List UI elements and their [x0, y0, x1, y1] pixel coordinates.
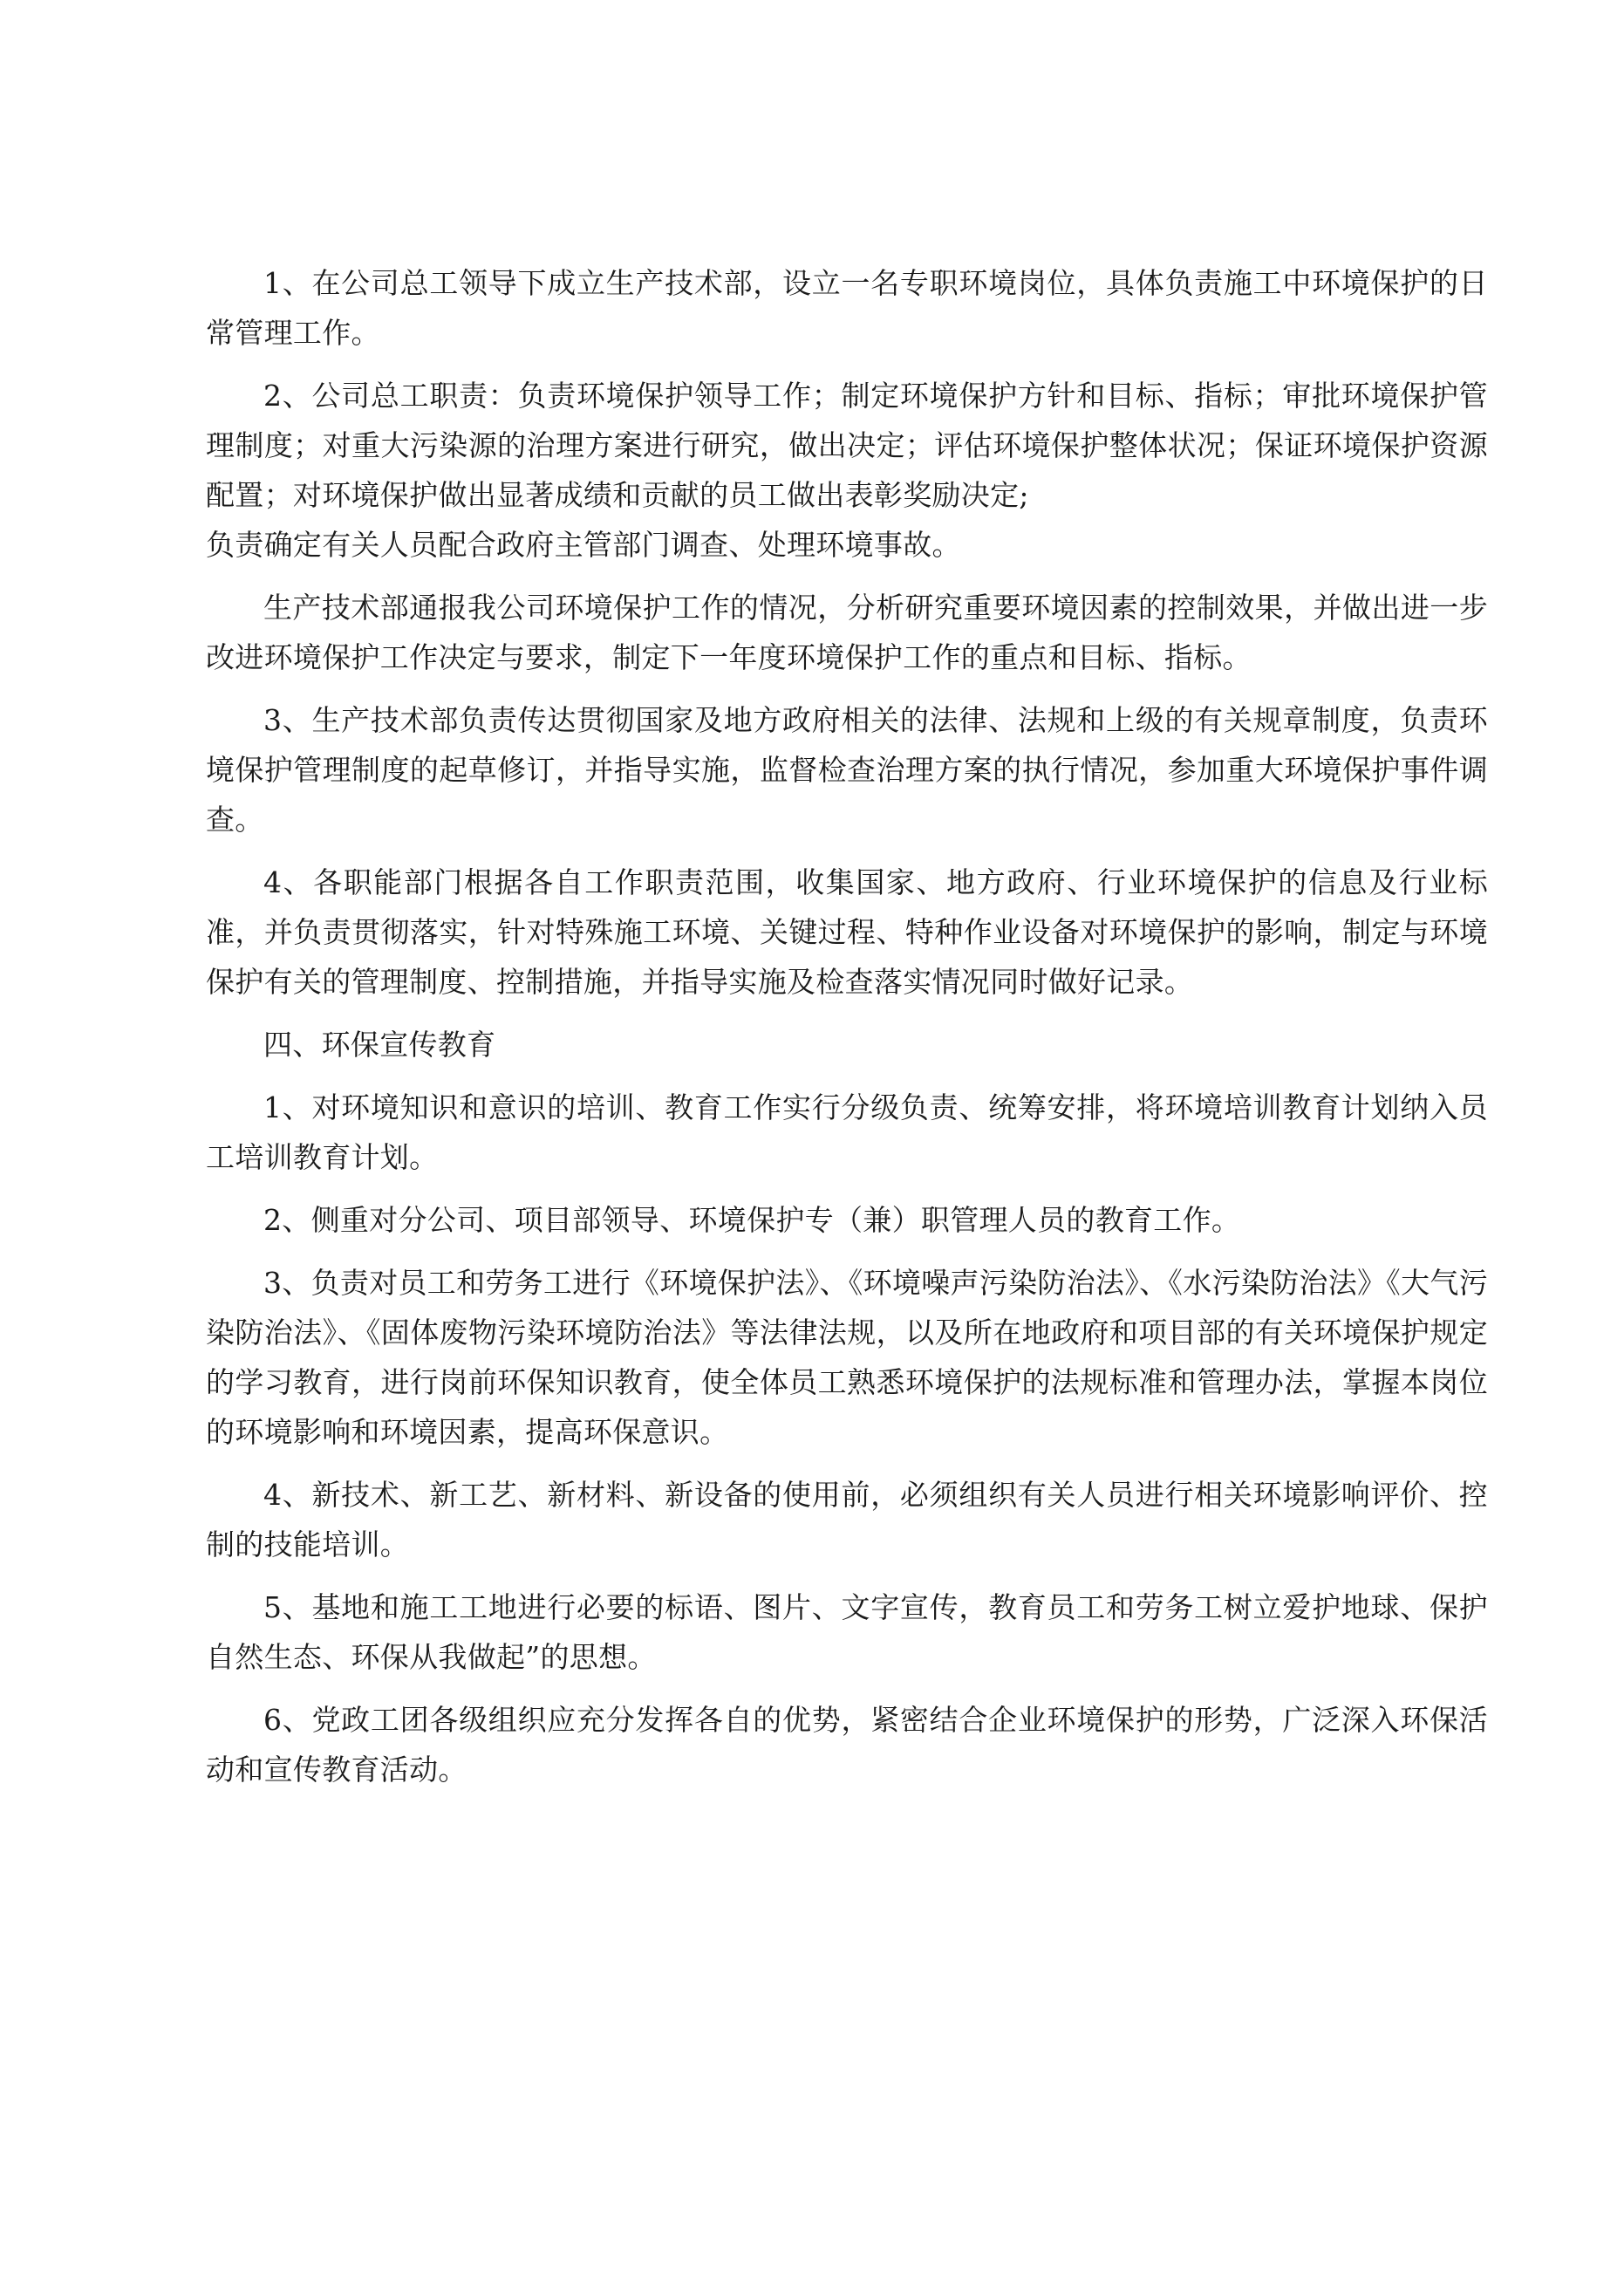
- paragraph: 4、新技术、新工艺、新材料、新设备的使用前，必须组织有关人员进行相关环境影响评价、控制的技能培训。: [206, 1478, 1488, 1561]
- paragraph: 生产技术部通报我公司环境保护工作的情况，分析研究重要环境因素的控制效果，并做出进一步改进环境保护工作决定与要求，制定下一年度环境保护工作的重点和目标、指标。: [206, 591, 1488, 674]
- section-heading: 四、环保宣传教育: [263, 1028, 496, 1062]
- paragraph: 2、侧重对分公司、项目部领导、环境保护专（兼）职管理人员的教育工作。: [263, 1203, 1241, 1237]
- paragraph: 1、在公司总工领导下成立生产技术部，设立一名专职环境岗位，具体负责施工中环境保护的日常管理工作。: [206, 266, 1488, 350]
- paragraph: 4、各职能部门根据各自工作职责范围，收集国家、地方政府、行业环境保护的信息及行业标准，并负责贯彻落实，针对特殊施工环境、关键过程、特种作业设备对环境保护的影响，制定与环境保护有关的管理制度、控制措施，并指导实施及检查落实情况同时做好记录。: [206, 865, 1488, 999]
- document-body: [206, 258, 1488, 1807]
- paragraph: 5、基地和施工工地进行必要的标语、图片、文字宣传，教育员工和劳务工树立爱护地球、保护自然生态、环保从我做起”的思想。: [206, 1590, 1488, 1674]
- paragraph: 负责确定有关人员配合政府主管部门调查、处理环境事故。: [206, 528, 961, 562]
- paragraph: 2、公司总工职责：负责环境保护领导工作；制定环境保护方针和目标、指标；审批环境保护管理制度；对重大污染源的治理方案进行研究，做出决定；评估环境保护整体状况；保证环境保护资源配置；对环境保护做出显著成绩和贡献的员工做出表彰奖励决定;: [206, 379, 1488, 512]
- paragraph: 3、负责对员工和劳务工进行《环境保护法》、《环境噪声污染防治法》、《水污染防治法》《大气污染防治法》、《固体废物污染环境防治法》等法律法规，以及所在地政府和项目部的有关环境保护规定的学习教育，进行岗前环保知识教育，使全体员工熟悉环境保护的法规标准和管理办法，掌握本岗位的环境影响和环境因素，提高环保意识。: [206, 1266, 1488, 1449]
- paragraph: 1、对环境知识和意识的培训、教育工作实行分级负责、统筹安排，将环境培训教育计划纳入员工培训教育计划。: [206, 1090, 1488, 1174]
- paragraph: 3、生产技术部负责传达贯彻国家及地方政府相关的法律、法规和上级的有关规章制度，负责环境保护管理制度的起草修订，并指导实施，监督检查治理方案的执行情况，参加重大环境保护事件调查。: [206, 703, 1488, 837]
- paragraph: 6、党政工团各级组织应充分发挥各自的优势，紧密结合企业环境保护的形势，广泛深入环保活动和宣传教育活动。: [206, 1703, 1488, 1787]
